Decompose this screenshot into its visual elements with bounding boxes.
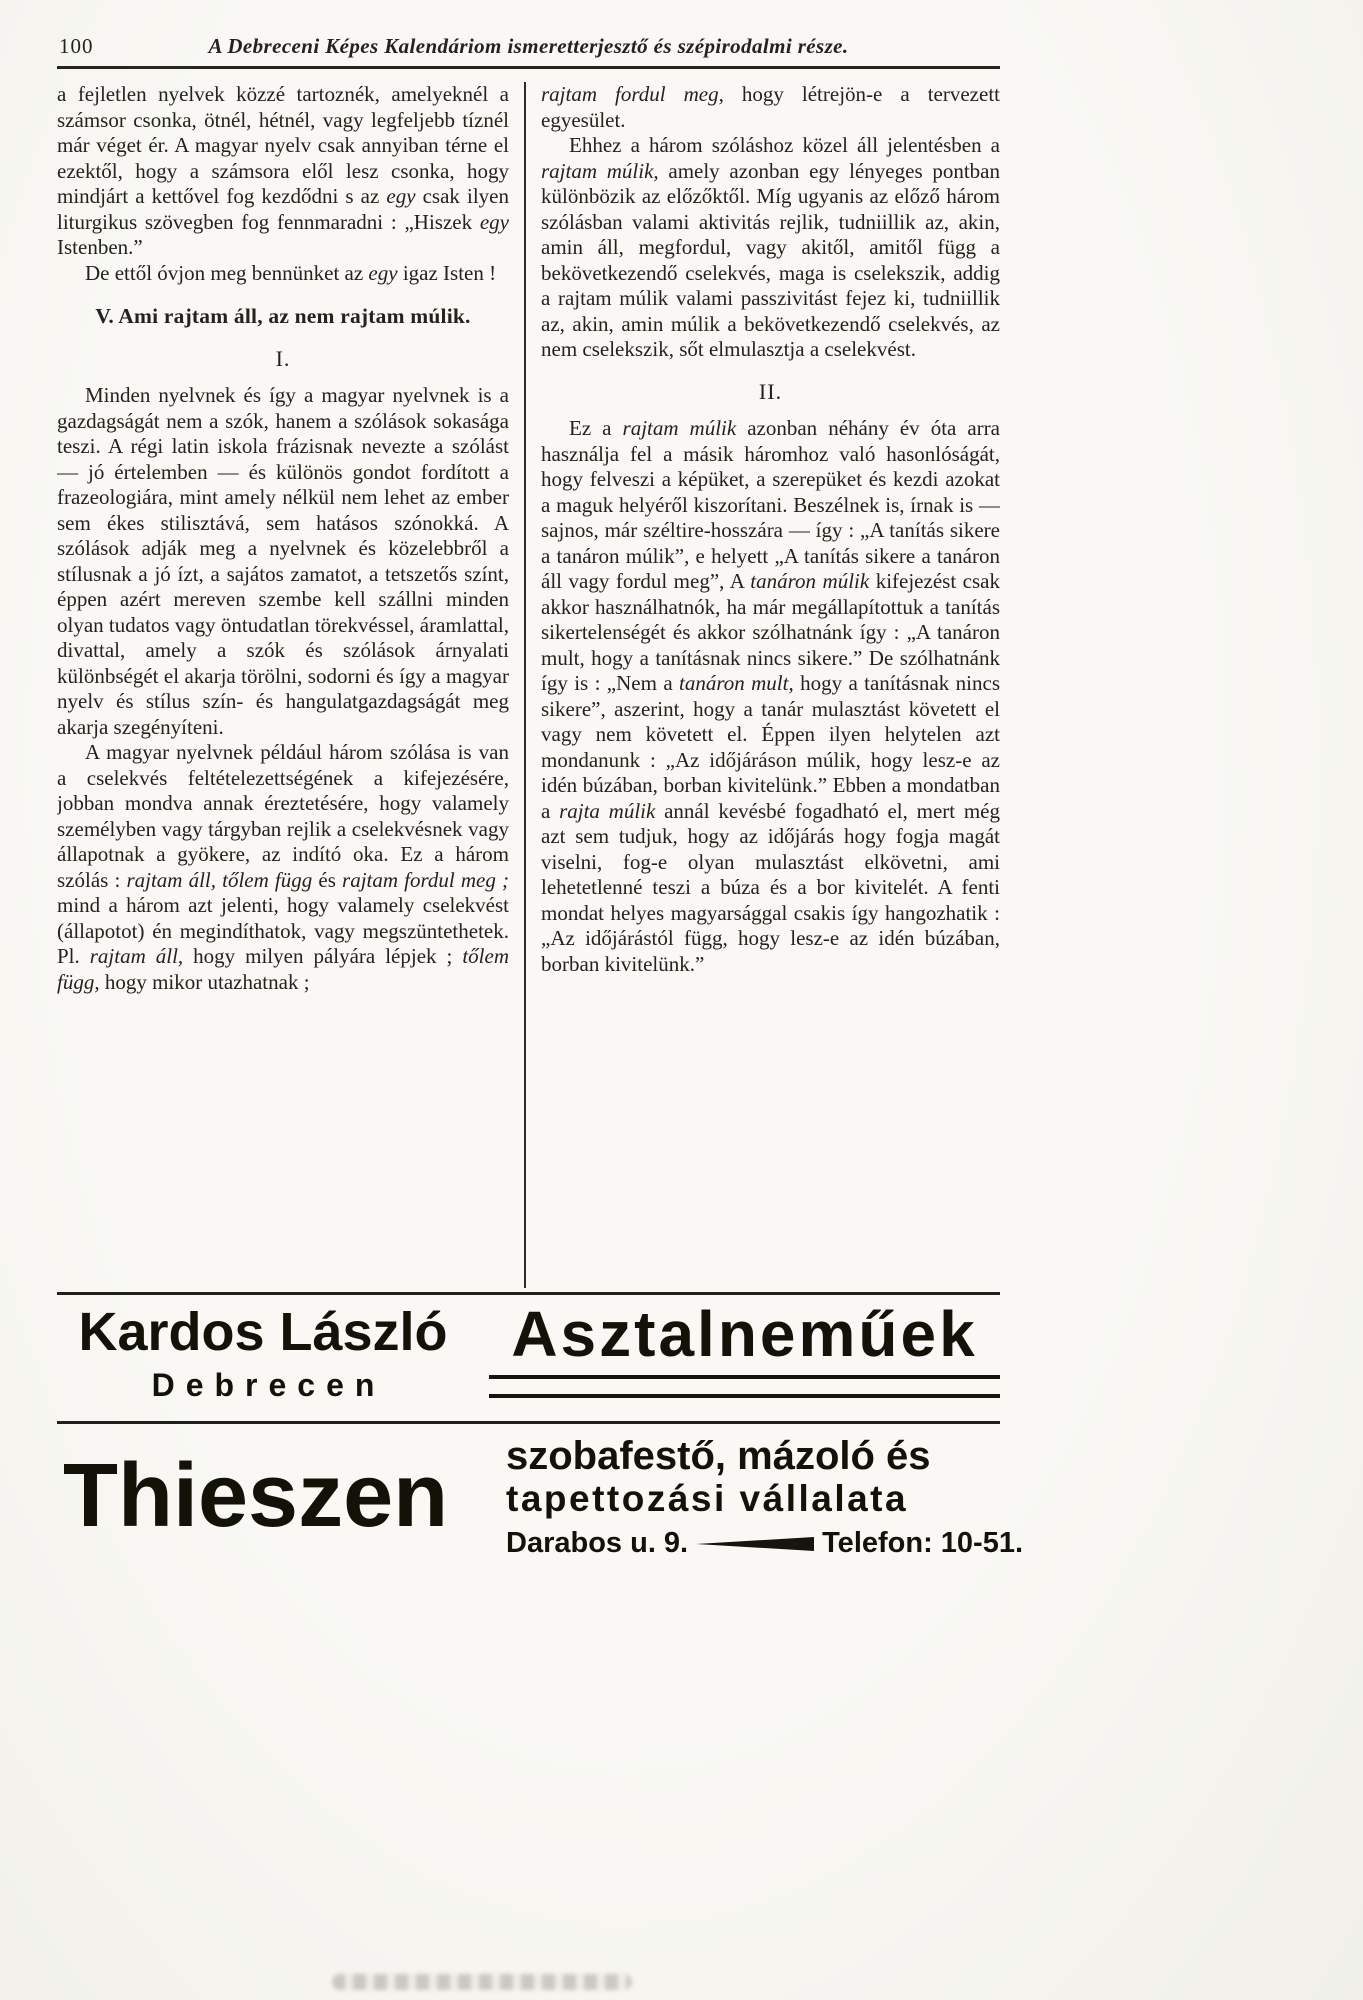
subsection-number-1: I. xyxy=(275,345,291,371)
left-column xyxy=(57,82,509,1288)
section-heading: V. Ami rajtam áll, az nem rajtam múlik. xyxy=(95,304,471,328)
right-column xyxy=(541,82,1000,1288)
column-divider-rule xyxy=(524,82,526,1288)
double-rule xyxy=(489,1375,1000,1398)
paragraph-6: Ehhez a három szóláshoz közel áll jelentésben a rajtam múlik, amely azonban egy lényeges pontban különbözik az előzőktől. Míg ugyanis az előző három szólásban valami aktivitás rejlik, tudniillik az, akin, amin áll, megfordul, vagy akitől, amitől függ a bekövetkezendő cselekvés, maga is cselekszik, addig a rajtam múlik valami passzivitást fejez ki, tudniillik az, akin, amin múlik a bekövetkezendő cselekvés, az nem cselekszik, sőt elmulasztja a cselekvést. xyxy=(541,133,1000,361)
ad-service-line-2: tapettozási vállalata xyxy=(506,1478,909,1519)
running-title: A Debreceni Képes Kalendáriom ismeretterjesztő és szépirodalmi része. xyxy=(208,34,849,58)
paragraph-2: De ettől óvjon meg bennünket az egy igaz Isten ! xyxy=(85,260,497,285)
rule-between-ads xyxy=(57,1421,1000,1424)
article-columns xyxy=(57,82,1000,1288)
paragraph-4: A magyar nyelvnek például három szólása is van a cselekvés feltételezettségének a kifejezésére, jobban mondva annak éreztetésére, hogy valamely személyben vagy tárgyban rejlik a cselekvésnek vagy állapotnak a gyökere, az indító oka. Ez a három szólás : rajtam áll, tőlem függ és rajtam fordul meg ; mind a három azt jelenti, hogy valamely cselekvést (állapotot) én megindíthatok, vagy megszüntethetek. Pl. rajtam áll, hogy milyen pályára lépjek ; tőlem függ, hogy mikor utazhatnak ; xyxy=(57,740,509,994)
ad-service-line-1: szobafestő, mázoló és xyxy=(506,1434,931,1478)
print-smudge xyxy=(332,1974,632,1990)
ad-phone: Telefon: 10-51. xyxy=(822,1527,1024,1559)
pointer-wedge-graphic xyxy=(696,1536,814,1552)
paragraph-5: rajtam fordul meg, hogy létrejön-e a tervezett egyesület. xyxy=(541,82,1000,132)
rule-above-ads xyxy=(57,1292,1000,1295)
ad-kardos-laszlo xyxy=(57,1298,1000,1415)
running-head xyxy=(57,34,1000,64)
thieszen-details-block xyxy=(478,1432,1023,1566)
advertiser-name: Thieszen xyxy=(63,1446,449,1546)
kardos-name-block xyxy=(57,1303,469,1415)
paragraph-continuation: a fejletlen nyelvek közzé tartoznék, amelyeknél a számsor csonka, ötnél, hétnél, vagy legfeljebb tíznél már véget ér. A magyar nyelv csak annyiban térne el ezektől, hogy a számsora elől lesz csonka, hogy mindjárt a kettővel fog kezdődni s az egy csak ilyen liturgikus szövegben fog fennmaradni : „Hiszek egy Istenben.” xyxy=(57,82,509,259)
ad-contact-line xyxy=(506,1527,1023,1560)
advertiser-name: Kardos László xyxy=(78,1302,448,1362)
advertised-product: Asztalneműek xyxy=(511,1298,978,1370)
paragraph-7: Ez a rajtam múlik azonban néhány év óta arra használja fel a másik háromhoz való hasonlóságát, hogy felveszi a képüket, a szerepüket és kezdi azokat a maguk helyéről kiszorítani. Beszélnek is, írnak is — sajnos, már széltire-hosszára — így : „A tanítás sikere a tanáron múlik”, e helyett „A tanítás sikere a tanáron áll vagy fordul meg”, A tanáron múlik kifejezést csak akkor használhatnók, ha már megállapítottuk a tanítás sikertelenségét és akkor szólhatnánk így : „A tanáron mult, hogy a tanításnak nincs sikere.” De szólhatnánk így is : „Nem a tanáron mult, hogy a tanításnak nincs sikere”, aszerint, hogy a tanár mulasztást követett el vagy nem követett el. Éppen ilyen helytelen azt mondanunk : „Az időjáráson múlik, hogy lesz-e az idén búzában, borban kivitelünk.” Ebben a mondatban a rajta múlik annál kevésbé fogadható el, mert még azt sem tudjuk, hogy az időjárás hogy fogja magát viselni, fog-e olyan mulasztást elkövetni, ami lehetetlenné teszi a búza és a bor kivitelét. A fenti mondat helyes magyarsággal csakis így hangozhatik : „Az időjárástól függ, hogy lesz-e az idén búzában, borban kivitelünk.” xyxy=(541,416,1000,976)
header-rule xyxy=(57,66,1000,69)
ad-thieszen xyxy=(57,1432,1024,1566)
ad-address: Darabos u. 9. xyxy=(506,1527,689,1559)
subsection-number-2: II. xyxy=(758,378,783,404)
page-number: 100 xyxy=(59,34,94,58)
kardos-product-block xyxy=(469,1298,1000,1415)
paragraph-3: Minden nyelvnek és így a magyar nyelvnek is a gazdagságát nem a szók, hanem a szólások sokasága teszi. A régi latin iskola frázisnak nevezte a szólást — jó értelemben — és különös gondot fordított a frazeologiára, mint amely nélkül nem lehet az ember sem ékes stilisztává, sem hatásos szónokká. A szólások adják meg a nyelvnek és közelebbről a stílusnak a jó ízt, a sajátos zamatot, a tetszetős színt, éppen azért mereven szembe kell szállni minden olyan tudatos vagy öntudatlan törekvéssel, áramlattal, divattal, amely a szók és szólások árnyalati különbségét el akarja törölni, sodorni és így a magyar nyelv és stílus szín- és hangulatgazdagságát meg akarja szegényíteni. xyxy=(57,383,509,739)
advertiser-city: Debrecen xyxy=(151,1367,386,1403)
